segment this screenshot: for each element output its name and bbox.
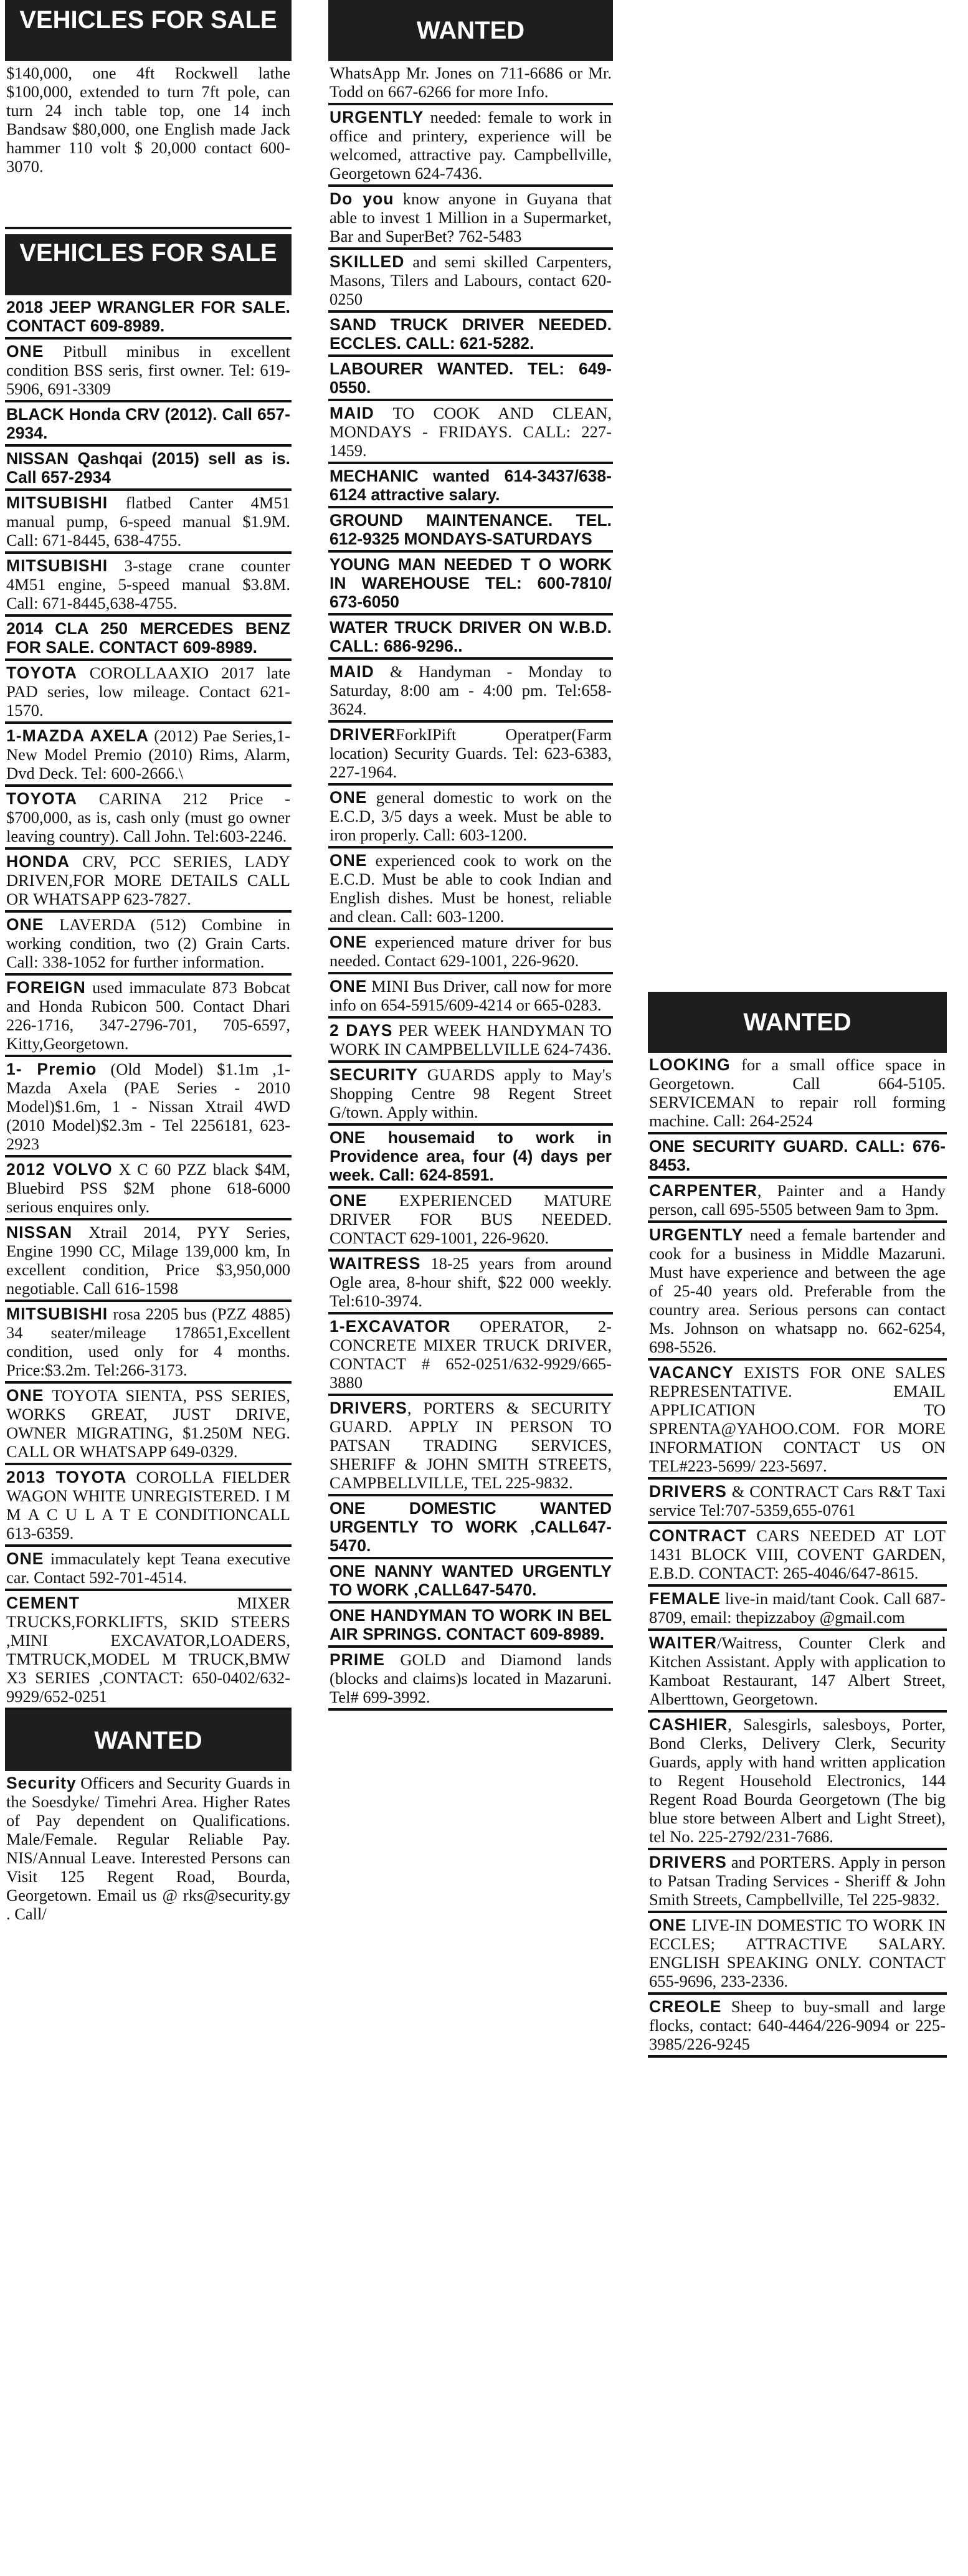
ad-body: X C 60 PZZ black $4M, Bluebird PSS $2M phone 618-6000 serious enquires only. [6, 1160, 290, 1216]
ad-body: CARINA 212 Price - $700,000, as is, cash only (must go owner leaving country). Call John. Tel:603-2246. [6, 789, 290, 845]
ad-lead: WAITER [649, 1633, 718, 1652]
classified-ad [648, 1850, 947, 1913]
ad-body: GUARDS apply to May's Shopping Centre 98 Regent Street G/town. Apply within. [330, 1065, 612, 1121]
ad-list [328, 105, 613, 1711]
classified-ad [5, 661, 292, 724]
column-wanted-2 [648, 992, 947, 2058]
classified-ad [328, 848, 613, 930]
ad-body: SAND TRUCK DRIVER NEEDED. ECCLES. CALL: 621-5282. [330, 315, 612, 353]
ad-body: GROUND MAINTENANCE. TEL. 612-9325 MONDAYS-SATURDAYS [330, 511, 612, 548]
classified-ad [328, 1604, 613, 1648]
ad-body: YOUNG MAN NEEDED T O WORK IN WAREHOUSE TEL: 600-7810/ 673-6050 [330, 555, 612, 611]
column-wanted [328, 0, 613, 1711]
classified-ad [328, 1019, 613, 1063]
ad-lead: 2012 VOLVO [6, 1160, 113, 1179]
classified-ad [328, 930, 613, 974]
ad-body: know anyone in Guyana that able to invest 1 Million in a Supermarket, Bar and SuperBet? 762-5483 [330, 189, 612, 245]
ad-lead: CEMENT [6, 1594, 80, 1612]
ad-security [5, 1771, 292, 1925]
ad-body: NISSAN Qashqai (2015) sell as is. Call 657-2934 [6, 449, 290, 487]
ad-lead: DRIVER [330, 725, 396, 744]
ad-body: need a female bartender and cook for a business in Middle Mazaruni. Must have experience and between the age of 25-40 years old. Preferable from the country area. Serious persons can contact Ms. Johnson on whatsapp no. 662-6254, 698-5526. [649, 1225, 946, 1356]
section-header-wanted: WANTED [648, 992, 947, 1053]
ad-lead: 1- Premio [6, 1060, 97, 1078]
classified-ad [648, 1134, 947, 1179]
classified-ad [328, 508, 613, 553]
ad-lead: CASHIER [649, 1715, 728, 1734]
ad-body: MIXER TRUCKS,FORKLIFTS, SKID STEERS ,MINI EXCAVATOR,LOADERS, TMTRUCK,MODEL M TRUCK,BMW X3 SERIES ,CONTACT: 650-0402/632-9929/652-0251 [6, 1594, 290, 1706]
ad-lead: VACANCY [649, 1363, 734, 1382]
ad-body: ONE DOMESTIC WANTED URGENTLY TO WORK ,CALL647-5470. [330, 1499, 612, 1555]
ad-lead: ONE [330, 933, 368, 951]
ad-list [5, 295, 292, 1710]
classified-ad [648, 1995, 947, 2058]
classified-ad [328, 786, 613, 848]
classified-ad [5, 1157, 292, 1220]
classified-ad [5, 1465, 292, 1547]
ad-body: ONE NANNY WANTED URGENTLY TO WORK ,CALL647-5470. [330, 1562, 612, 1599]
ad-body: immaculately kept Teana executive car. Contact 592-701-4514. [6, 1549, 290, 1587]
ad-lead: MITSUBISHI [6, 1305, 108, 1323]
ad-body: WATER TRUCK DRIVER ON W.B.D. CALL: 686-9296.. [330, 618, 612, 655]
ad-body: BLACK Honda CRV (2012). Call 657-2934. [6, 405, 290, 442]
ad-body: , PORTERS & SECURITY GUARD. APPLY IN PERSON TO PATSAN TRADING SERVICES, SHERIFF & JOHN SMITH STREETS, CAMPBELLVILLE, TEL 225-9832. [330, 1399, 612, 1492]
ad-lead: DRIVERS [649, 1853, 727, 1871]
ad-lead: ONE [330, 788, 368, 807]
ad-lead: ONE [649, 1916, 687, 1934]
classified-ad [5, 724, 292, 787]
ad-body: MECHANIC wanted 614-3437/638-6124 attractive salary. [330, 467, 612, 504]
classified-ad [328, 464, 613, 508]
ad-body: EXISTS FOR ONE SALES REPRESENTATIVE. EMAIL APPLICATION TO SPRENTA@YAHOO.COM. FOR MORE INFORMATION CONTACT US ON TEL#223-5699/ 223-5697. [649, 1363, 946, 1475]
ad-body: LABOURER WANTED. TEL: 649-0550. [330, 359, 612, 397]
ad-lead: 2013 TOYOTA [6, 1468, 127, 1486]
classified-ad [648, 1179, 947, 1223]
ad-lead: CARPENTER [649, 1181, 757, 1200]
ad-body: COROLLAAXIO 2017 late PAD series, low mileage. Contact 621-1570. [6, 663, 290, 720]
ad-body: (Old Model) $1.1m ,1- Mazda Axela (PAE Series - 2010 Model)$1.6m, 1 - Nissan Xtrail 4WD (2010 Model)$2.3m - Tel 2256181, 623- 2923 [6, 1060, 291, 1153]
ad-body: Sheep to buy-small and large flocks, contact: 640-4464/226-9094 or 225-3985/226-9245 [649, 1997, 946, 2053]
ad-body: 18-25 years from around Ogle area, 8-hour shift, $22 000 weekly. Tel:610-3974. [330, 1254, 612, 1310]
classified-ad [328, 723, 613, 786]
classified-ad [5, 913, 292, 976]
ad-body: Pitbull minibus in excellent condition BSS seris, first owner. Tel: 619-5906, 691-3309 [6, 342, 290, 398]
ad-body: used immaculate 873 Bobcat and Honda Rubicon 500. Contact Dhari 226-1716, 347-2796-701, 705-6597, Kitty,Georgetown. [6, 978, 290, 1053]
ad-body: general domestic to work on the E.C.D, 3/5 days a week. Must be able to iron properly. Call: 603-1200. [330, 788, 612, 844]
ad-lead: FOREIGN [6, 978, 86, 997]
classified-ad [328, 1496, 613, 1559]
classified-ad [328, 1559, 613, 1604]
ad-body: experienced cook to work on the E.C.D. Must be able to cook Indian and English dishes. Must be honest, reliable and clean. Call: 603-1200. [330, 851, 612, 926]
classified-ad [5, 617, 292, 661]
ad-body: ONE SECURITY GUARD. CALL: 676-8453. [649, 1137, 946, 1174]
classified-ad [648, 1587, 947, 1631]
section-header-wanted: WANTED [5, 1710, 292, 1771]
ad-lead: URGENTLY [649, 1225, 744, 1244]
ad-body: COROLLA FIELDER WAGON WHITE UNREGISTERED. I M M A C U L A T E CONDITIONCALL 613-6359. [6, 1468, 290, 1542]
classified-ad [648, 1713, 947, 1850]
ad-lead: ONE [6, 915, 44, 934]
ad-lead: 2 DAYS [330, 1021, 393, 1040]
classified-ad [5, 1220, 292, 1302]
ad-body: PER WEEK HANDYMAN TO WORK IN CAMPBELLVILLE 624-7436. [330, 1021, 612, 1058]
classified-ad [5, 1547, 292, 1591]
ad-lead: 1-EXCAVATOR [330, 1317, 451, 1336]
ad-lead: MAID [330, 404, 374, 422]
ad-lead: SKILLED [330, 252, 405, 271]
classified-ad [5, 491, 292, 554]
ad-body: experienced mature driver for bus needed. Contact 629-1001, 226-9620. [330, 933, 612, 970]
ad-lead: ONE [330, 1191, 368, 1210]
ad-lead: SECURITY [330, 1065, 418, 1084]
ad-lead: ONE [6, 1386, 44, 1405]
ad-lead: MITSUBISHI [6, 493, 108, 512]
ad-lead: ONE [6, 342, 44, 361]
ad-list [648, 1053, 947, 2058]
ad-body: & CONTRACT Cars R&T Taxi service Tel:707-5359,655-0761 [649, 1482, 946, 1519]
ad-body: ForkIPift Operatper(Farm location) Security Guards. Tel: 623-6383, 227-1964. [330, 725, 612, 781]
ad-lead: NISSAN [6, 1223, 73, 1242]
classified-ad [328, 1648, 613, 1711]
ad-lead: MITSUBISHI [6, 556, 108, 575]
ad-body: TOYOTA SIENTA, PSS SERIES, WORKS GREAT, JUST DRIVE, OWNER MIGRATING, $1.250M NEG. CALL OR WHATSAPP 649-0329. [6, 1386, 290, 1461]
classified-ad [5, 447, 292, 491]
ad-lead: ONE [330, 977, 368, 996]
classified-ad [648, 1480, 947, 1524]
ad-body: LAVERDA (512) Combine in working condition, two (2) Grain Carts. Call: 338-1052 for further information. [6, 915, 290, 971]
ad-body: , Salesgirls, salesboys, Porter, Bond Clerks, Delivery Clerk, Security Guards, apply with hand written application to Regent Household Electronics, 144 Regent Road Bourda Georgetown (The big blue store between Albert and Light Street), tel No. 225-2792/231-7686. [649, 1715, 946, 1846]
classified-ad [328, 105, 613, 187]
classified-ad [328, 1063, 613, 1126]
ad-lead: DRIVERS [649, 1482, 727, 1501]
ad-body: rosa 2205 bus (PZZ 4885) 34 seater/mileage 178651,Excellent condition, used only for 4 months. Price:$3.2m. Tel:266-3173. [6, 1305, 290, 1379]
ad-body: LIVE-IN DOMESTIC TO WORK IN ECCLES; ATTRACTIVE SALARY. ENGLISH SPEAKING ONLY. CONTACT 655-9696, 233-2336. [649, 1916, 946, 1990]
classified-ad [328, 313, 613, 357]
classified-ad [648, 1053, 947, 1134]
classified-ad [5, 402, 292, 447]
ad-body: MINI Bus Driver, call now for more info on 654-5915/609-4214 or 665-0283. [330, 977, 612, 1014]
section-header-vehicles: VEHICLES FOR SALE [5, 0, 292, 61]
classified-ad [328, 974, 613, 1019]
ad-body: , Painter and a Handy person, call 695-5505 between 9am to 3pm. [649, 1181, 946, 1219]
ad-lead: HONDA [6, 852, 70, 871]
classified-ad [328, 401, 613, 464]
ad-lead: URGENTLY [330, 108, 424, 126]
section-header-wanted: WANTED [328, 0, 613, 61]
ad-lead: TOYOTA [6, 789, 77, 808]
intro-ad: WhatsApp Mr. Jones on 711-6686 or Mr. Todd on 667-6266 for more Info. [328, 61, 613, 105]
classified-ad [5, 787, 292, 850]
ad-lead: FEMALE [649, 1589, 721, 1608]
ad-body: 2018 JEEP WRANGLER FOR SALE. CONTACT 609-8989. [6, 298, 290, 335]
ad-body: and semi skilled Carpenters, Masons, Tilers and Labours, contact 620-0250 [330, 252, 612, 308]
classified-ad [328, 357, 613, 401]
ad-lead: CONTRACT [649, 1526, 747, 1545]
ad-body: needed: female to work in office and printery, experience will be welcomed, attractive pay. Campbellville, Georgetown 624-7436. [330, 108, 612, 183]
ad-body: CRV, PCC SERIES, LADY DRIVEN,FOR MORE DETAILS CALL OR WHATSAPP 623-7827. [6, 852, 290, 908]
ad-body: for a small office space in Georgetown. Call 664-5105. SERVICEMAN to repair roll forming machine. Call: 264-2524 [649, 1055, 946, 1130]
ad-body: live-in maid/tant Cook. Call 687-8709, email: thepizzaboy @gmail.com [649, 1589, 946, 1627]
ad-body: 2014 CLA 250 MERCEDES BENZ FOR SALE. CONTACT 609-8989. [6, 619, 290, 657]
classified-ad [5, 295, 292, 340]
classified-ad [5, 554, 292, 617]
ad-lead: Do you [330, 189, 394, 208]
ad-body: and PORTERS. Apply in person to Patsan Trading Services - Sheriff & John Smith Streets, Campbellville, Tel 225-9832. [649, 1853, 946, 1909]
ad-body: EXPERIENCED MATURE DRIVER FOR BUS NEEDED. CONTACT 629-1001, 226-9620. [330, 1191, 612, 1247]
ad-body: OPERATOR, 2- CONCRETE MIXER TRUCK DRIVER, CONTACT # 652-0251/632-9929/665-3880 [330, 1317, 612, 1392]
classified-ad [5, 1057, 292, 1157]
classified-ad [648, 1361, 947, 1480]
ad-lead: ONE [330, 851, 368, 870]
classified-ad [648, 1223, 947, 1361]
classified-ad [648, 1631, 947, 1713]
ad-body: ONE housemaid to work in Providence area, four (4) days per week. Call: 624-8591. [330, 1128, 612, 1184]
ad-lead: ONE [6, 1549, 44, 1568]
intro-ad: $140,000, one 4ft Rockwell lathe $100,000, extended to turn 7ft pole, can turn 24 inch table top, one 14 inch Bandsaw $80,000, one English made Jack hammer 110 volt $ 20,000 contact 600-3070. [5, 61, 292, 229]
ad-lead: Security [6, 1774, 77, 1792]
classified-ad [328, 553, 613, 615]
classified-ad [328, 1126, 613, 1189]
classified-ad [648, 1913, 947, 1995]
classified-ad [328, 660, 613, 723]
ad-body: flatbed Canter 4M51 manual pump, 6-speed manual $1.9M. Call: 671-8445, 638-4755. [6, 493, 290, 549]
classified-ad [328, 1252, 613, 1314]
classified-ad [5, 1302, 292, 1384]
ad-body: CARS NEEDED AT LOT 1431 BLOCK VIII, COVENT GARDEN, E.B.D. CONTACT: 265-4046/647-8615. [649, 1526, 946, 1582]
classified-ad [328, 187, 613, 250]
ad-body: GOLD and Diamond lands (blocks and claims)s located in Mazaruni. Tel# 699-3992. [330, 1650, 612, 1706]
ad-lead: 1-MAZDA AXELA [6, 726, 149, 745]
classified-ad [5, 1384, 292, 1465]
ad-body: Officers and Security Guards in the Soesdyke/ Timehri Area. Higher Rates of Pay dependent on Qualifications. Male/Female. Regular Reliable Pay. NIS/Annual Leave. Interested Persons can Visit 125 Regent Road, Bourda, Georgetown. Email us @ rks@security.gy . Call/ [6, 1774, 290, 1923]
ad-lead: LOOKING [649, 1055, 731, 1074]
classified-ad [5, 850, 292, 913]
section-header-vehicles-2: VEHICLES FOR SALE [5, 234, 292, 295]
ad-body: & Handyman - Monday to Saturday, 8:00 am - 4:00 pm. Tel:658-3624. [330, 662, 612, 718]
classified-ad [5, 340, 292, 402]
ad-lead: WAITRESS [330, 1254, 421, 1273]
column-vehicles [5, 0, 292, 1925]
classified-ad [5, 1591, 292, 1710]
ad-body: 3-stage crane counter 4M51 engine, 5-speed manual $3.8M. Call: 671-8445,638-4755. [6, 556, 290, 612]
ad-lead: PRIME [330, 1650, 385, 1669]
classified-ad [328, 615, 613, 660]
ad-body: TO COOK AND CLEAN, MONDAYS - FRIDAYS. CALL: 227-1459. [330, 404, 612, 460]
classified-ad [648, 1524, 947, 1587]
classified-ad [328, 1314, 613, 1396]
ad-body: /Waitress, Counter Clerk and Kitchen Assistant. Apply with application to Kamboat Restaurant, 147 Albert Street, Alberttown, Georgetown. [649, 1633, 946, 1708]
classified-ad [328, 1189, 613, 1252]
ad-lead: CREOLE [649, 1997, 722, 2016]
ad-lead: TOYOTA [6, 663, 77, 682]
classified-ad [328, 250, 613, 313]
ad-lead: MAID [330, 662, 374, 681]
ad-lead: DRIVERS [330, 1399, 407, 1417]
ad-body: (2012) Pae Series,1- New Model Premio (2010) Rims, Alarm, Dvd Deck. Tel: 600-2666.\ [6, 726, 291, 782]
ad-body: ONE HANDYMAN TO WORK IN BEL AIR SPRINGS. CONTACT 609-8989. [330, 1606, 612, 1643]
classified-ad [5, 976, 292, 1057]
ad-body: Xtrail 2014, PYY Series, Engine 1990 CC, Milage 139,000 km, In excellent condition, Price $3,950,000 negotiable. Call 616-1598 [6, 1223, 290, 1298]
classified-ad [328, 1396, 613, 1496]
